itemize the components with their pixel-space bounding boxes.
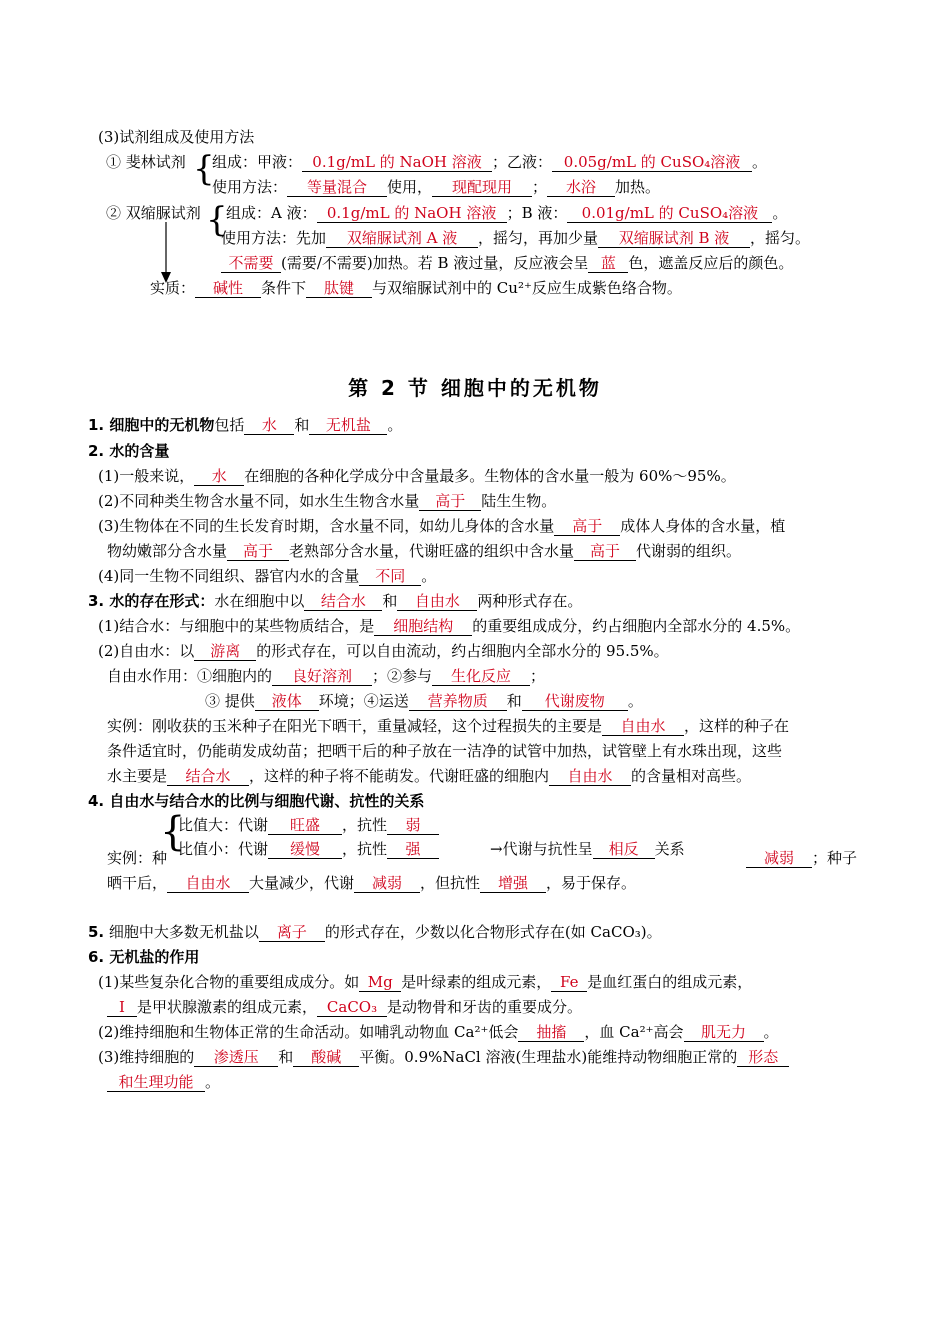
q4-example-tail: 减弱 ；种子 xyxy=(746,848,857,868)
answer-blank[interactable]: 渗透压 xyxy=(194,1048,278,1067)
answer-blank[interactable]: Mg xyxy=(359,973,401,992)
feilin-usage: 使用方法： 等量混合 使用， 现配现用 ； 水浴 加热。 xyxy=(212,178,661,196)
answer-blank[interactable]: 相反 xyxy=(593,840,655,859)
q4-ratio-high: 比值大：代谢 旺盛 ，抗性 弱 xyxy=(178,815,439,835)
answer-blank[interactable]: 碱性 xyxy=(195,279,261,298)
q6-line-3: (2)维持细胞和生物体正常的生命活动。如哺乳动物血 Ca²⁺低会 抽搐 ，血 Ca²⁺高会 肌无力 。 xyxy=(98,1023,779,1041)
answer-blank[interactable]: Fe xyxy=(551,973,587,992)
answer-blank[interactable]: 结合水 xyxy=(304,592,382,611)
q4-ratio-low: 比值小：代谢 缓慢 ，抗性 强 xyxy=(178,839,439,859)
shuangsuo-brace: { xyxy=(206,200,228,240)
shizhi-line: 实质： 碱性 条件下 肽键 与双缩脲试剂中的 Cu²⁺反应生成紫色络合物。 xyxy=(150,279,682,297)
answer-blank[interactable]: 增强 xyxy=(480,874,546,893)
q6-heading: 6. 无机盐的作用 xyxy=(88,948,200,966)
answer-blank[interactable]: 自由水 xyxy=(397,592,477,611)
q2-line-1: (1)一般来说， 水 在细胞的各种化学成分中含量最多。生物体的含水量一般为 60%～95%。 xyxy=(98,467,736,485)
q3-line-2: (2)自由水：以 游离 的形式存在，可以自由流动，约占细胞内全部水分的 95.5%。 xyxy=(98,642,669,660)
answer-blank[interactable]: 蓝 xyxy=(588,254,628,273)
q2-line-3: (3)生物体在不同的生长发育时期，含水量不同，如幼儿身体的含水量 高于 成体人身体的含水量，植 xyxy=(98,517,786,535)
answer-blank[interactable]: 自由水 xyxy=(167,874,249,893)
q3-line-6: 条件适宜时，仍能萌发成幼苗；把晒干后的种子放在一洁净的试管中加热，试管壁上有水珠出现，这些 xyxy=(107,742,783,760)
answer-blank[interactable]: 无机盐 xyxy=(309,416,387,435)
answer-blank[interactable]: I xyxy=(107,998,137,1017)
answer-blank[interactable]: 不同 xyxy=(359,567,421,586)
answer-blank[interactable]: 形态 xyxy=(737,1048,789,1067)
q5-line: 5. 细胞中大多数无机盐以 离子 的形式存在，少数以化合物形式存在(如 CaCO₃)。 xyxy=(88,923,662,941)
q3-line-3: 自由水作用：①细胞内的 良好溶剂 ；②参与 生化反应 ； xyxy=(107,667,546,685)
answer-blank[interactable]: 强 xyxy=(387,840,439,859)
answer-blank[interactable]: 减弱 xyxy=(354,874,420,893)
answer-blank[interactable]: 旺盛 xyxy=(268,816,342,835)
q6-line-4: (3)维持细胞的 渗透压 和 酸碱 平衡。0.9%NaCl 溶液(生理盐水)能维持动物细胞正常的 形态 xyxy=(98,1047,789,1067)
answer-blank[interactable]: 细胞结构 xyxy=(374,617,472,636)
answer-blank[interactable]: 现配现用 xyxy=(432,178,532,197)
q3-line-4: ③ 提供 液体 环境；④运送 营养物质 和 代谢废物 。 xyxy=(205,692,643,710)
answer-blank[interactable]: 生化反应 xyxy=(432,667,530,686)
q4-heading: 4. 自由水与结合水的比例与细胞代谢、抗性的关系 xyxy=(88,792,425,810)
q6-line-5: 和生理功能 。 xyxy=(107,1072,220,1092)
shuangsuo-label: ② 双缩脲试剂 xyxy=(106,204,201,222)
q4-line-2: 晒干后， 自由水 大量减少，代谢 减弱 ，但抗性 增强 ，易于保存。 xyxy=(107,874,637,892)
q2-heading: 2. 水的含量 xyxy=(88,442,170,460)
answer-blank[interactable]: 高于 xyxy=(227,542,289,561)
q3-heading: 3. 水的存在形式：水在细胞中以 结合水 和 自由水 两种形式存在。 xyxy=(88,592,583,610)
answer-blank[interactable]: 0.01g/mL 的 CuSO₄溶液 xyxy=(567,204,772,223)
answer-blank[interactable]: 抽搐 xyxy=(518,1023,584,1042)
answer-blank[interactable]: 酸碱 xyxy=(293,1048,359,1067)
q2-line-4: 物幼嫩部分含水量 高于 老熟部分含水量，代谢旺盛的组织中含水量 高于 代谢弱的组织。 xyxy=(107,542,742,560)
answer-blank[interactable]: 代谢废物 xyxy=(522,692,628,711)
q4-brace: { xyxy=(160,809,186,855)
answer-blank[interactable]: 自由水 xyxy=(549,767,631,786)
q1-line: 1. 细胞中的无机物包括 水 和 无机盐 。 xyxy=(88,416,403,434)
answer-blank[interactable]: 和生理功能 xyxy=(107,1073,205,1092)
feilin-label: ① 斐林试剂 xyxy=(106,153,186,171)
q3-line-1: (1)结合水：与细胞中的某些物质结合，是 细胞结构 的重要组成成分，约占细胞内全部水分的 4.5%。 xyxy=(98,617,801,635)
q3-line-7: 水主要是 结合水 ，这样的种子将不能萌发。代谢旺盛的细胞内 自由水 的含量相对高些。 xyxy=(107,767,752,785)
answer-blank[interactable]: 水浴 xyxy=(547,178,615,197)
answer-blank[interactable]: 缓慢 xyxy=(268,840,342,859)
answer-blank[interactable]: 自由水 xyxy=(602,717,684,736)
answer-blank[interactable]: 良好溶剂 xyxy=(272,667,372,686)
answer-blank[interactable]: 营养物质 xyxy=(409,692,507,711)
answer-blank[interactable]: 0.05g/mL 的 CuSO₄溶液 xyxy=(552,153,752,172)
down-arrow-icon xyxy=(158,222,174,284)
answer-blank[interactable]: 高于 xyxy=(419,492,481,511)
answer-blank[interactable]: 高于 xyxy=(574,542,636,561)
feilin-composition: 组成：甲液： 0.1g/mL 的 NaOH 溶液 ；乙液： 0.05g/mL 的 CuSO₄溶液 。 xyxy=(212,153,768,171)
q6-line-2: I 是甲状腺激素的组成元素， CaCO₃ 是动物骨和牙齿的重要成分。 xyxy=(107,997,582,1017)
shuangsuo-usage: 使用方法：先加 双缩脲试剂 A 液 ，摇匀，再加少量 双缩脲试剂 B 液 ，摇匀。 xyxy=(221,229,811,247)
answer-blank[interactable]: 减弱 xyxy=(746,849,812,868)
answer-blank[interactable]: 游离 xyxy=(194,642,256,661)
answer-blank[interactable]: 水 xyxy=(244,416,294,435)
q2-line-2: (2)不同种类生物含水量不同，如水生生物含水量 高于 陆生生物。 xyxy=(98,492,557,510)
answer-blank[interactable]: 结合水 xyxy=(167,767,249,786)
reagent-heading: (3)试剂组成及使用方法 xyxy=(98,128,255,146)
shuangsuo-composition: 组成：A 液： 0.1g/mL 的 NaOH 溶液 ；B 液： 0.01g/mL 的 CuSO₄溶液 。 xyxy=(226,204,788,222)
q4-relation: →代谢与抗性呈 相反 关系 xyxy=(490,840,685,858)
answer-blank[interactable]: 不需要 xyxy=(221,254,281,273)
shuangsuo-heat: 不需要 (需要/不需要)加热。若 B 液过量，反应液会呈 蓝 色，遮盖反应后的颜色。 xyxy=(221,253,793,273)
q4-example-label: 实例：种 xyxy=(107,849,168,867)
answer-blank[interactable]: 弱 xyxy=(387,816,439,835)
answer-blank[interactable]: 等量混合 xyxy=(287,178,387,197)
answer-blank[interactable]: 水 xyxy=(194,467,244,486)
answer-blank[interactable]: 肽键 xyxy=(306,279,372,298)
q2-line-5: (4)同一生物不同组织、器官内水的含量 不同 。 xyxy=(98,567,437,585)
answer-blank[interactable]: 肌无力 xyxy=(684,1023,764,1042)
page-title: 第 2 节 细胞中的无机物 xyxy=(348,376,602,400)
answer-blank[interactable]: CaCO₃ xyxy=(317,998,387,1017)
feilin-brace: { xyxy=(193,149,215,189)
answer-blank[interactable]: 0.1g/mL 的 NaOH 溶液 xyxy=(317,204,507,223)
q3-line-5: 实例：刚收获的玉米种子在阳光下晒干，重量减轻，这个过程损失的主要是 自由水 ，这样的种子在 xyxy=(107,717,790,735)
answer-blank[interactable]: 双缩脲试剂 A 液 xyxy=(326,229,478,248)
answer-blank[interactable]: 液体 xyxy=(255,692,319,711)
answer-blank[interactable]: 高于 xyxy=(554,517,620,536)
q6-line-1: (1)某些复杂化合物的重要组成成分。如 Mg 是叶绿素的组成元素， Fe 是血红蛋白的组成元素， xyxy=(98,973,753,991)
answer-blank[interactable]: 离子 xyxy=(259,923,325,942)
answer-blank[interactable]: 双缩脲试剂 B 液 xyxy=(598,229,750,248)
answer-blank[interactable]: 0.1g/mL 的 NaOH 溶液 xyxy=(302,153,492,172)
